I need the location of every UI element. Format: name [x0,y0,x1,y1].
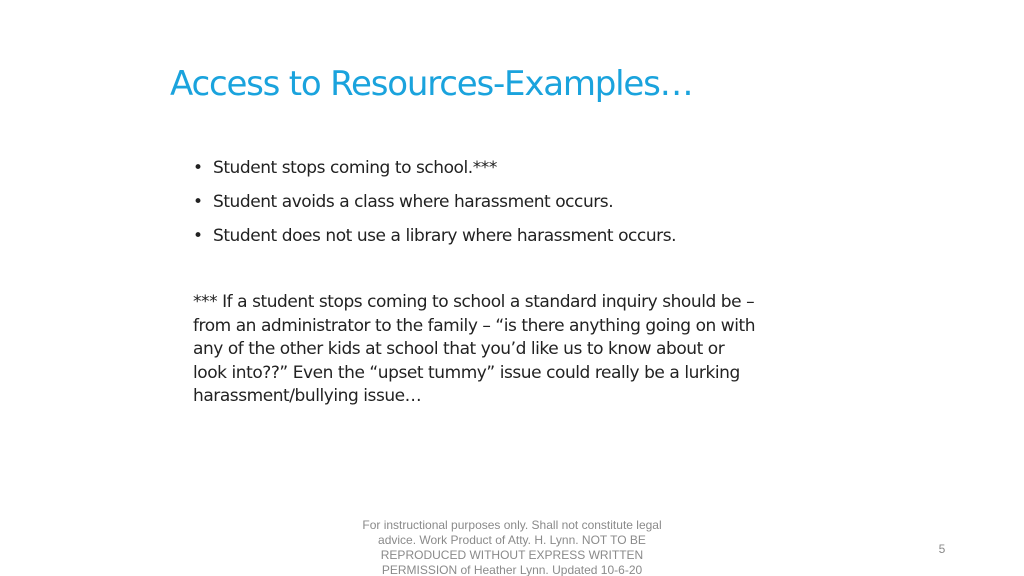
footer-line: REPRODUCED WITHOUT EXPRESS WRITTEN [380,548,644,562]
page-number: 5 [938,542,946,556]
bullet-dot-icon: • [193,226,203,246]
bullet-list [193,156,676,258]
footer-disclaimer [340,518,684,576]
bullet-item [193,224,676,258]
footnote-line: from an administrator to the family – “is there anything going on with [193,315,756,336]
footnote-line: harassment/bullying issue… [193,386,422,406]
bullet-item [193,156,676,190]
footer-line: PERMISSION of Heather Lynn. Updated 10-6-20 [381,563,643,576]
footer-line: advice. Work Product of Atty. H. Lynn. NOT TO BE [378,533,646,547]
footnote-line: *** If a student stops coming to school a standard inquiry should be – [193,292,755,312]
slide-title: Access to Resources-Examples… [170,64,693,104]
bullet-dot-icon: • [193,192,203,212]
footnote-line: any of the other kids at school that you’d like us to know about or [193,339,725,359]
bullet-text: Student does not use a library where harassment occurs. [213,226,677,246]
bullet-text: Student avoids a class where harassment occurs. [213,192,614,212]
bullet-dot-icon: • [193,158,203,178]
bullet-item [193,190,676,224]
bullet-text: Student stops coming to school.*** [213,158,497,178]
footnote-paragraph [193,291,813,409]
footnote-line: look into??” Even the “upset tummy” issue could really be a lurking [193,362,740,383]
footer-line: For instructional purposes only. Shall not constitute legal [362,518,662,532]
